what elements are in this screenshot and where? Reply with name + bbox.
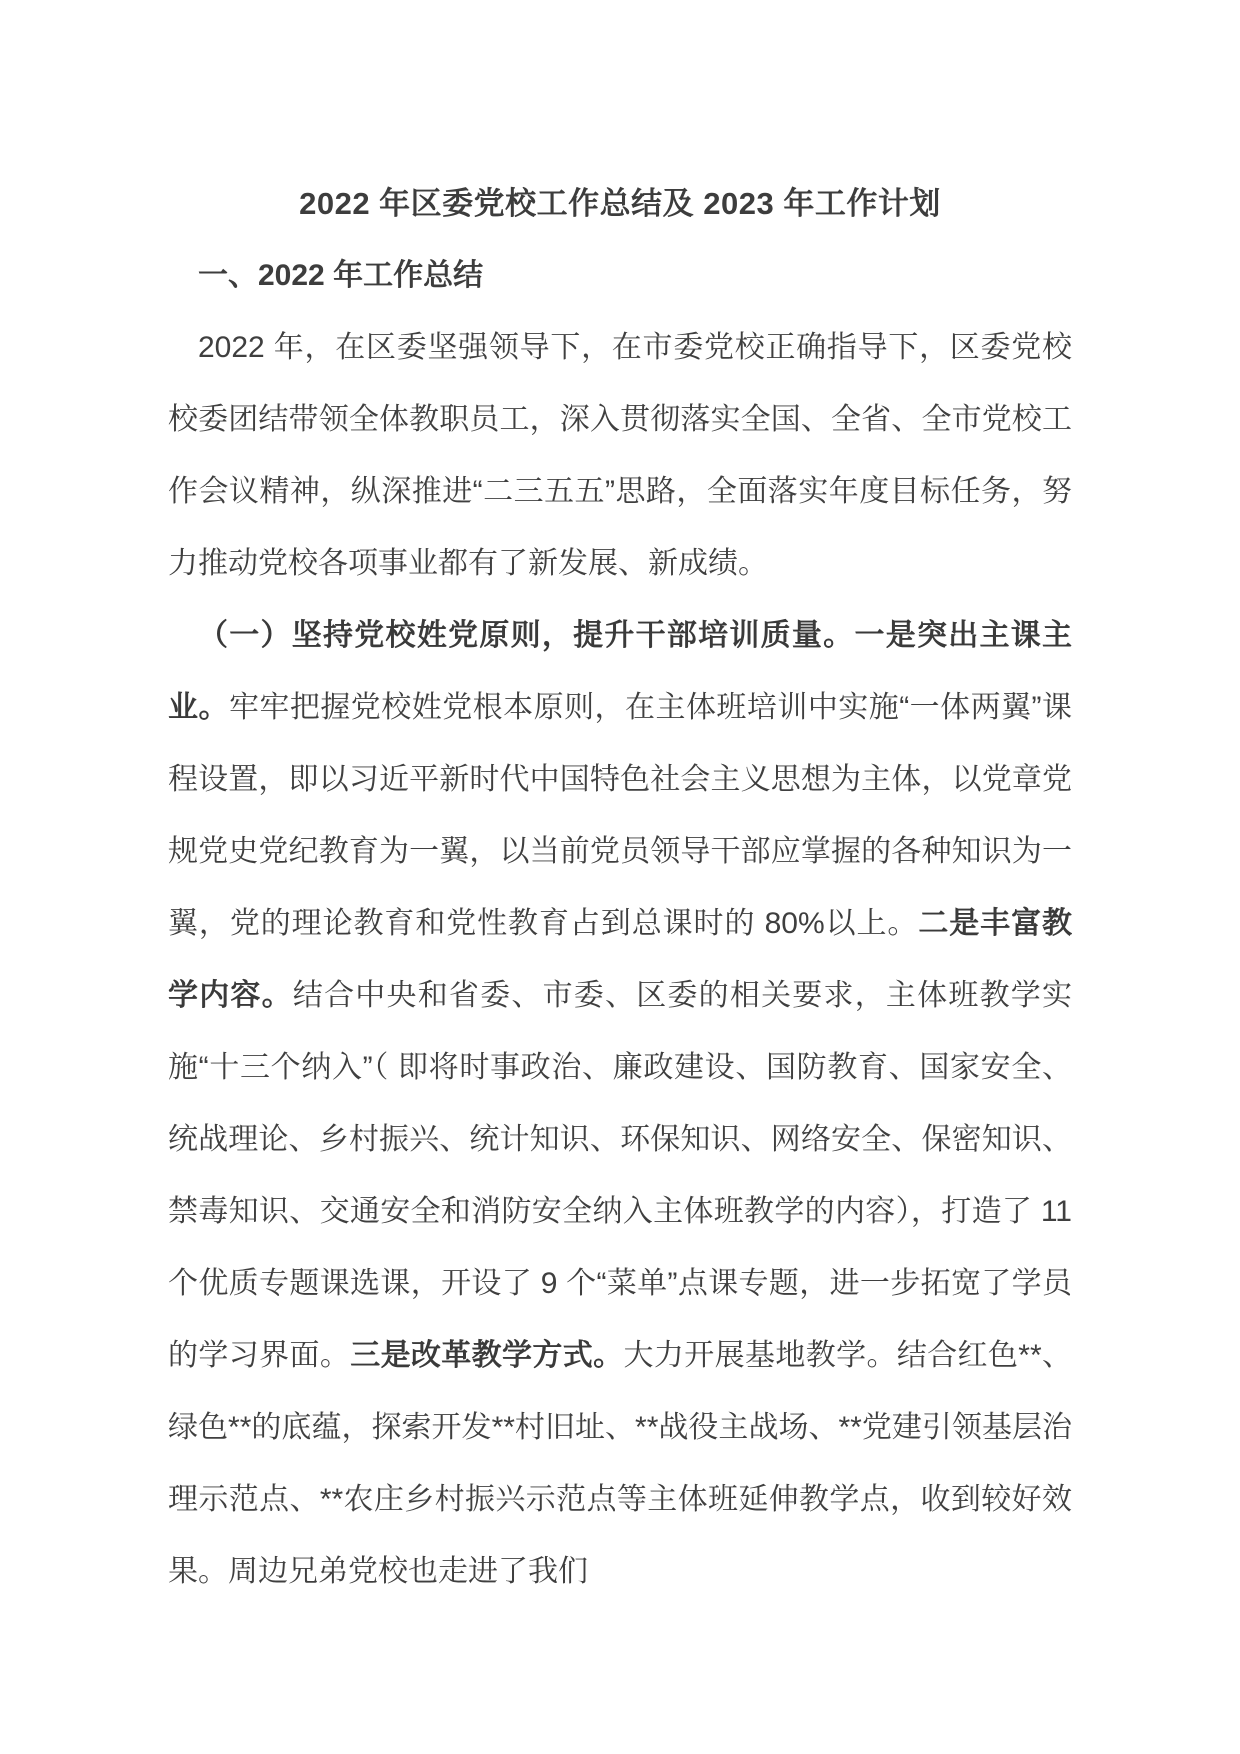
run-text-point-two: 结合中央和省委、市委、区委的相关要求，主体班教学实施“十三个纳入”（ 即将时事政治、廉政建设、国防教育、国家安全、统战理论、乡村振兴、统计知识、环保知识、网络安全、保密知识、禁毒知识、交通安全和消防安全纳入主体班教学的内容），打造了 11 个优质专题课选课，开设了 9 个“菜单”点课专题，进一步拓宽了学员的学习界面。 <box>168 979 1073 1372</box>
document-title: 2022 年区委党校工作总结及 2023 年工作计划 <box>299 186 941 221</box>
run-text-point-three: 大力开展基地教学。结合红色**、绿色**的底蕴，探索开发**村旧址、**战役主战场、**党建引领基层治理示范点、**农庄乡村振兴示范点等主体班延伸教学点，收到较好效果。周边兄弟党校也走进了我们 <box>168 1339 1073 1588</box>
paragraph-intro: 2022 年，在区委坚强领导下，在市委党校正确指导下，区委党校校委团结带领全体教职员工，深入贯彻落实全国、全省、全市党校工作会议精神，纵深推进“二三五五”思路，全面落实年度目标任务，努力推动党校各项事业都有了新发展、新成绩。 <box>168 331 1072 580</box>
run-text-point-one: 牢牢把握党校姓党根本原则，在主体班培训中实施“一体两翼”课程设置，即以习近平新时代中国特色社会主义思想为主体，以党章党规党史党纪教育为一翼，以当前党员领导干部应掌握的各种知识为一翼，党的理论教育和党性教育占到总课时的 80%以上。 <box>168 691 1072 940</box>
run-bold-point-two: 二是丰富教学内容。 <box>168 907 1073 1012</box>
section-heading-work-summary: 一、2022 年工作总结 <box>198 259 484 292</box>
run-bold-point-three: 三是改革教学方式。 <box>350 1339 624 1372</box>
paragraph-detail <box>168 600 1072 1608</box>
run-bold-point-one: （一）坚持党校姓党原则，提升干部培训质量。一是突出主课主业。 <box>168 619 1072 724</box>
